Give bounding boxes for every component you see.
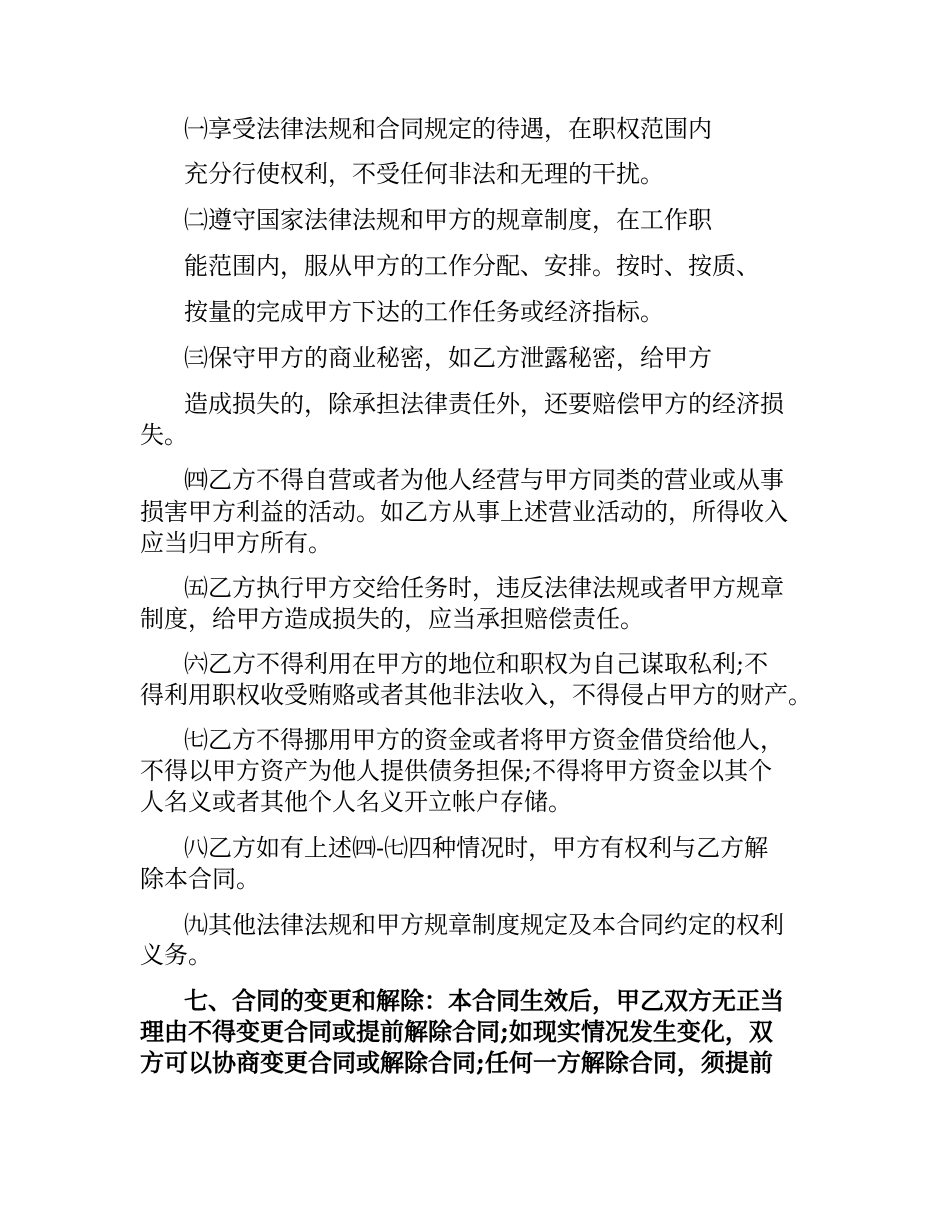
section-7-line-1: 七、合同的变更和解除：本合同生效后，甲乙双方无正当 [184,986,784,1015]
clause-3-line-1: ㈢保守甲方的商业秘密，如乙方泄露秘密，给甲方 [184,344,712,372]
clause-3-line-3: 失。 [140,421,188,449]
clause-7-line-2: 不得以甲方资产为他人提供债务担保;不得将甲方资金以其个 [140,757,773,785]
clause-1-line-2: 充分行使权利，不受任何非法和无理的干扰。 [184,160,664,188]
clause-7-line-3: 人名义或者其他个人名义开立帐户存储。 [140,788,572,816]
clause-5-line-2: 制度，给甲方造成损失的，应当承担赔偿责任。 [140,605,644,633]
clause-2-line-1: ㈡遵守国家法律法规和甲方的规章制度，在工作职 [184,206,712,234]
clause-1-line-1: ㈠享受法律法规和合同规定的待遇，在职权范围内 [184,115,712,143]
clause-3-line-2: 造成损失的，除承担法律责任外，还要赔偿甲方的经济损 [184,390,784,418]
clause-9-line-1: ㈨其他法律法规和甲方规章制度规定及本合同约定的权利 [184,911,784,939]
section-7-line-3: 方可以协商变更合同或解除合同;任何一方解除合同，须提前 [140,1048,773,1077]
clause-8-line-2: 除本合同。 [140,865,260,893]
clause-4-line-3: 应当归甲方所有。 [140,529,332,557]
clause-6-line-2: 得利用职权收受贿赂或者其他非法收入，不得侵占甲方的财产。 [140,681,812,709]
clause-4-line-1: ㈣乙方不得自营或者为他人经营与甲方同类的营业或从事 [184,466,784,494]
clause-2-line-2: 能范围内，服从甲方的工作分配、安排。按时、按质、 [184,252,760,280]
clause-4-line-2: 损害甲方利益的活动。如乙方从事上述营业活动的，所得收入 [140,498,788,526]
clause-7-line-1: ㈦乙方不得挪用甲方的资金或者将甲方资金借贷给他人， [184,726,784,754]
clause-8-line-1: ㈧乙方如有上述㈣-㈦四种情况时，甲方有权利与乙方解 [184,834,769,862]
clause-6-line-1: ㈥乙方不得利用在甲方的地位和职权为自己谋取私利;不 [184,650,769,678]
clause-2-line-3: 按量的完成甲方下达的工作任务或经济指标。 [184,298,664,326]
clause-9-line-2: 义务。 [140,941,212,969]
section-7-line-2: 理由不得变更合同或提前解除合同;如现实情况发生变化，双 [140,1017,773,1046]
clause-5-line-1: ㈤乙方执行甲方交给任务时，违反法律法规或者甲方规章 [184,574,784,602]
